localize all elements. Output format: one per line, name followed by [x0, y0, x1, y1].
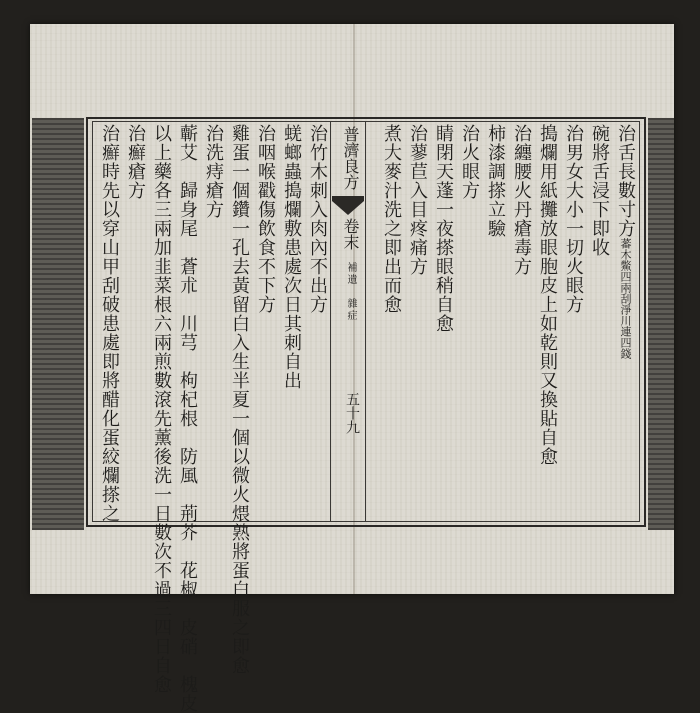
column-text: 蜣螂蟲搗爛敷患處次日其刺自出: [281, 124, 302, 390]
center-note: 補遺 雜症: [345, 262, 356, 322]
column-text: 治癬瘡方: [125, 124, 146, 200]
text-column: [482, 124, 508, 238]
text-column: [430, 124, 456, 333]
text-column: [200, 124, 226, 219]
text-column: [456, 124, 482, 200]
left-ink-border: [32, 118, 84, 530]
column-text: 以上藥各三兩加韭菜根六兩煎數滾先薰後洗一日數次不過三四日自愈: [151, 124, 172, 694]
column-text: 煮大麥汁洗之即出而愈: [381, 124, 402, 314]
column-text: 碗將舌浸下即收: [589, 124, 610, 257]
center-volume: 卷末: [341, 218, 360, 250]
column-note: 蕃木鱉四兩刮淨川連四錢: [619, 238, 632, 359]
column-text: 治癬時先以穿山甲刮破患處即將醋化蛋絞爛搽之: [99, 124, 120, 523]
column-text: 柿漆調搽立驗: [485, 124, 506, 238]
column-text: 搗爛用紙攤放眼胞皮上如乾則又換貼自愈: [537, 124, 558, 466]
text-column: [508, 124, 534, 276]
column-text: 治咽喉戳傷飲食不下方: [255, 124, 276, 314]
text-column: [612, 124, 638, 359]
folio-number: 五十九: [344, 392, 360, 434]
text-column: [560, 124, 586, 314]
column-text: 治竹木刺入肉內不出方: [307, 124, 328, 314]
center-title: 普濟良方: [341, 126, 360, 190]
right-ink-border: [648, 118, 674, 530]
text-column: [404, 124, 430, 276]
column-text: 治纏腰火丹瘡毒方: [511, 124, 532, 276]
text-column: [278, 124, 304, 390]
text-column: [252, 124, 278, 314]
text-column: [96, 124, 122, 523]
column-text: 睛閉天蓬一夜搽眼稍自愈: [433, 124, 454, 333]
fishtail-mark: [332, 201, 364, 215]
text-column: [174, 124, 200, 713]
text-column: [122, 124, 148, 200]
text-column: [304, 124, 330, 314]
column-text: 蘄艾 歸身尾 蒼朮 川芎 枸杞根 防風 荊芥 花椒 皮硝 槐皮: [177, 124, 198, 713]
column-text: 治舌長數寸方: [615, 124, 636, 238]
column-text: 治男女大小一切火眼方: [563, 124, 584, 314]
text-column: [226, 124, 252, 675]
column-text: 治火眼方: [459, 124, 480, 200]
column-text: 雞蛋一個鑽一孔去黃留白入生半夏一個以微火煨熟將蛋白服之即愈: [229, 124, 250, 675]
text-column: [148, 124, 174, 694]
text-column: [534, 124, 560, 466]
text-column: [378, 124, 404, 314]
column-text: 治蓼苣入目疼痛方: [407, 124, 428, 276]
text-column: [586, 124, 612, 257]
column-text: 治洗痔瘡方: [203, 124, 224, 219]
